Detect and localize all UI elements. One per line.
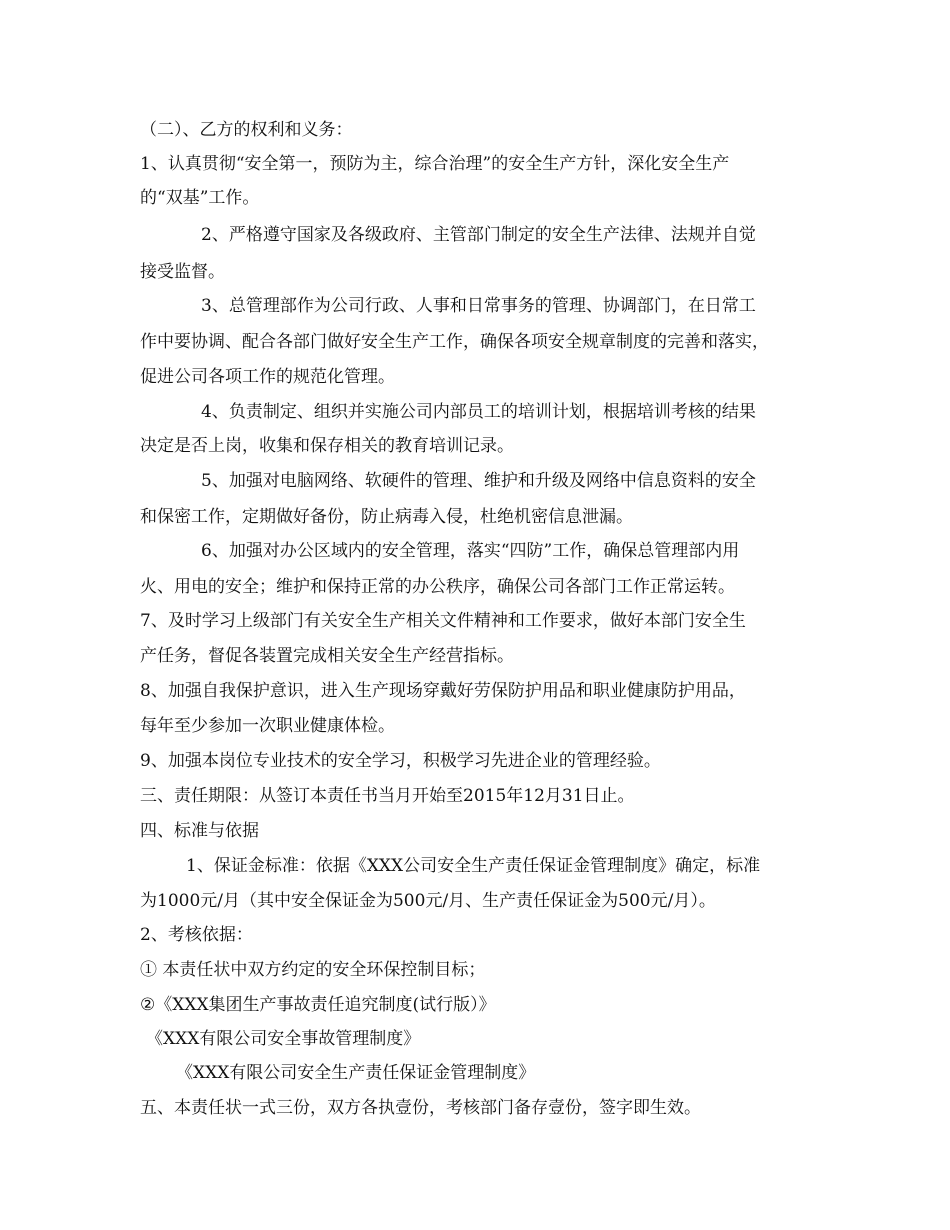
- clause-9: 9、加强本岗位专业技术的安全学习，积极学习先进企业的管理经验。: [140, 751, 661, 771]
- clause-4-line-2: 决定是否上岗，收集和保存相关的教育培训记录。: [140, 436, 514, 456]
- standard-2-heading: 2、考核依据：: [140, 925, 253, 945]
- clause-6-line-2: 火、用电的安全；维护和保持正常的办公秩序，确保公司各部门工作正常运转。: [140, 577, 735, 597]
- section-4-heading: 四、标准与依据: [140, 821, 259, 841]
- clause-8-line-2: 每年至少参加一次职业健康体检。: [140, 716, 395, 736]
- clause-3-line-1: 3、总管理部作为公司行政、人事和日常事务的管理、协调部门，在日常工: [201, 296, 756, 316]
- clause-3-line-2: 作中要协调、配合各部门做好安全生产工作，确保各项安全规章制度的完善和落实，: [140, 332, 769, 352]
- clause-1-line-2: 的“双基”工作。: [140, 188, 260, 208]
- basis-item-2: ②《XXX集团生产事故责任追究制度(试行版）》: [140, 995, 496, 1015]
- clause-3-line-3: 促进公司各项工作的规范化管理。: [140, 367, 395, 387]
- basis-item-4: 《XXX有限公司安全生产责任保证金管理制度》: [176, 1063, 536, 1083]
- basis-item-3: 《XXX有限公司安全事故管理制度》: [146, 1029, 421, 1049]
- clause-1-line-1: 1、认真贯彻“安全第一，预防为主，综合治理”的安全生产方针，深化安全生产: [140, 154, 730, 174]
- clause-4-line-1: 4、负责制定、组织并实施公司内部员工的培训计划，根据培训考核的结果: [201, 402, 756, 422]
- clause-5-line-2: 和保密工作，定期做好备份，防止病毒入侵，杜绝机密信息泄漏。: [140, 507, 633, 527]
- clause-5-line-1: 5、加强对电脑网络、软硬件的管理、维护和升级及网络中信息资料的安全: [201, 471, 756, 491]
- section-heading-party-b: （二）、乙方的权利和义务：: [140, 120, 353, 140]
- clause-2-line-2: 接受监督。: [140, 262, 225, 282]
- standard-1-line-1: 1、保证金标准：依据《XXX公司安全生产责任保证金管理制度》确定，标准: [186, 856, 761, 876]
- section-3-term: 三、责任期限：从签订本责任书当月开始至2015年12月31日止。: [140, 786, 635, 806]
- clause-7-line-1: 7、及时学习上级部门有关安全生产相关文件精神和工作要求，做好本部门安全生: [140, 611, 746, 631]
- standard-1-line-2: 为1000元/月（其中安全保证金为500元/月、生产责任保证金为500元/月）。: [140, 891, 716, 911]
- clause-7-line-2: 产任务，督促各装置完成相关安全生产经营指标。: [140, 646, 514, 666]
- section-5-copies: 五、本责任状一式三份，双方各执壹份，考核部门备存壹份，签字即生效。: [140, 1098, 701, 1118]
- clause-6-line-1: 6、加强对办公区域内的安全管理，落实“四防”工作，确保总管理部内用: [201, 541, 740, 561]
- clause-8-line-1: 8、加强自我保护意识，进入生产现场穿戴好劳保防护用品和职业健康防护用品，: [140, 681, 746, 701]
- basis-item-1: ① 本责任状中双方约定的安全环保控制目标；: [140, 960, 486, 980]
- clause-2-line-1: 2、严格遵守国家及各级政府、主管部门制定的安全生产法律、法规并自觉: [201, 225, 756, 245]
